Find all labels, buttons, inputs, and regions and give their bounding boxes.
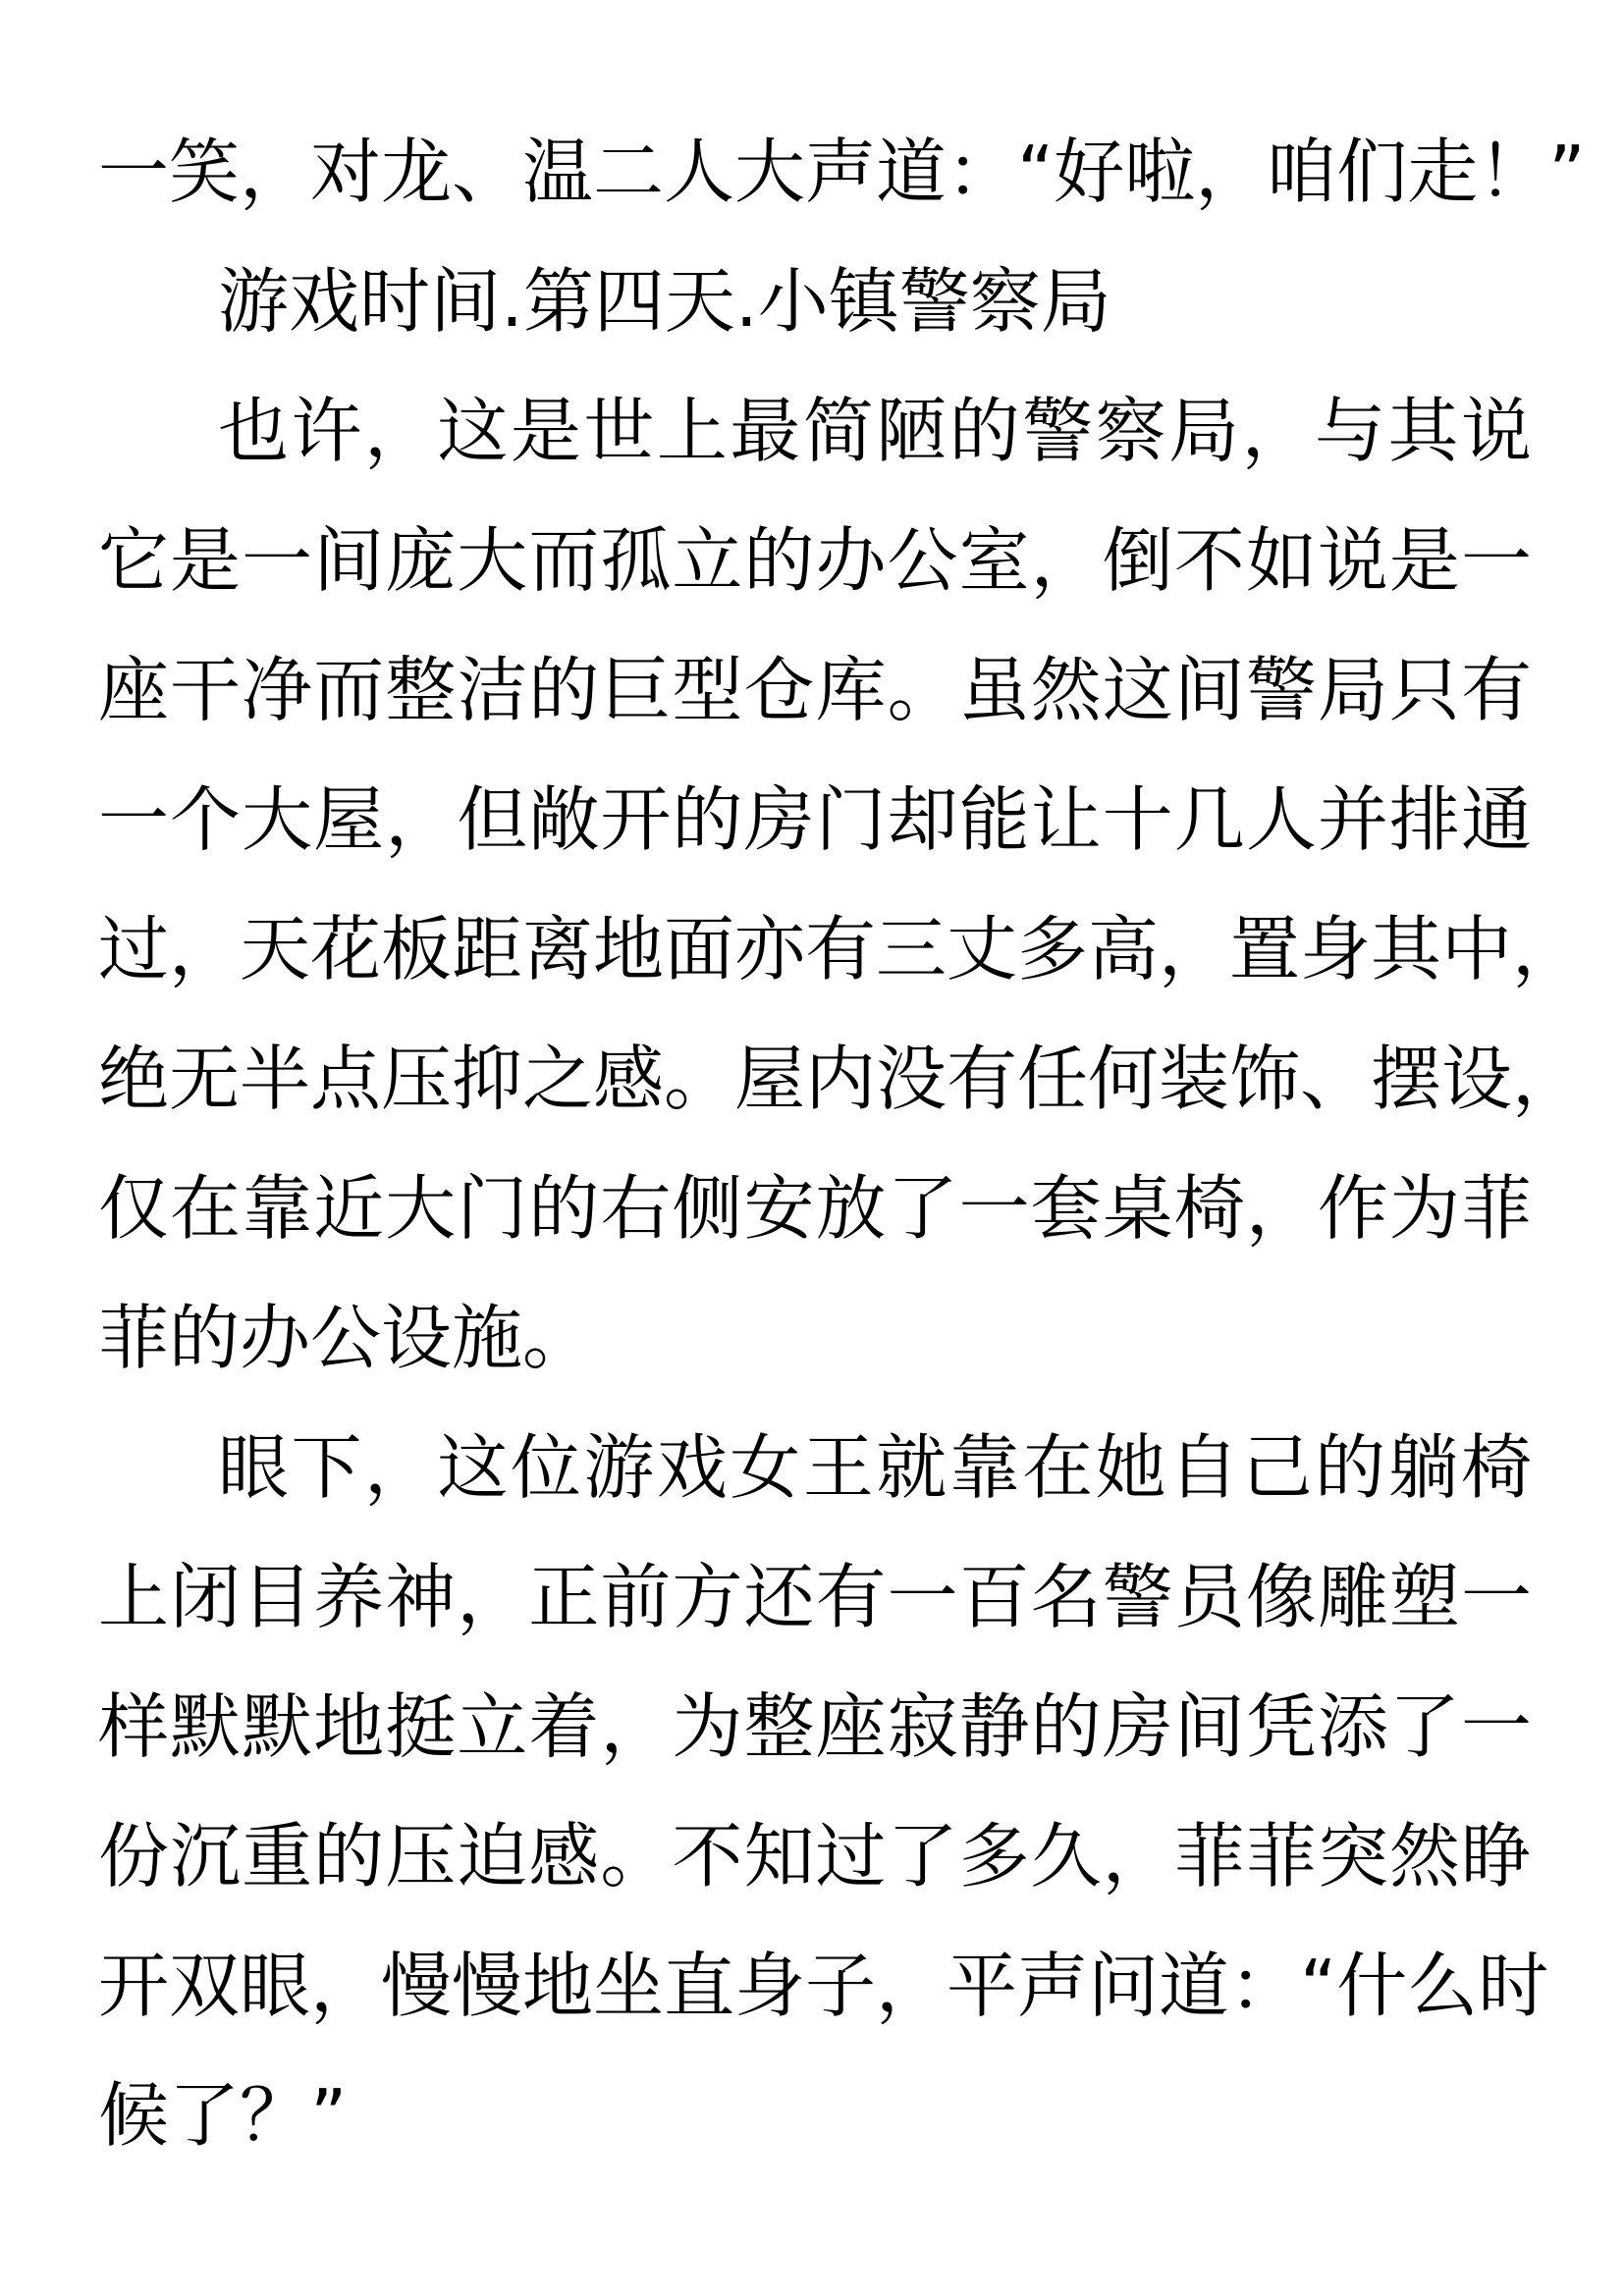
text-line: 仅在靠近大门的右侧安放了一套桌椅，作为菲: [98, 1167, 1532, 1250]
section-heading: 游戏时间.第四天.小镇警察局: [218, 260, 1111, 343]
text-line: 过，天花板距离地面亦有三丈多高，置身其中，: [98, 908, 1584, 990]
text-line: 一个大屋，但敞开的房门却能让十几人并排通: [98, 778, 1532, 861]
text-line: 眼下，这位游戏女王就靠在她自己的躺椅: [218, 1426, 1532, 1509]
text-line: 一笑，对龙、温二人大声道：“好啦，咱们走！”: [98, 131, 1586, 213]
text-line: 开双眼，慢慢地坐直身子，平声问道：“什么时: [98, 1945, 1549, 2027]
text-line: 它是一间庞大而孤立的办公室，倒不如说是一: [98, 519, 1532, 602]
text-line: 上闭目养神，正前方还有一百名警员像雕塑一: [98, 1556, 1532, 1638]
text-line: 座干净而整洁的巨型仓库。虽然这间警局只有: [98, 649, 1532, 731]
text-line: 也许，这是世上最简陋的警察局，与其说: [218, 390, 1532, 472]
text-line: 候了？”: [98, 2074, 348, 2157]
text-line: 份沉重的压迫感。不知过了多久，菲菲突然睁: [98, 1815, 1532, 1897]
text-line: 菲的办公设施。: [98, 1297, 594, 1379]
text-line: 绝无半点压抑之感。屋内没有任何装饰、摆设，: [98, 1038, 1584, 1120]
text-line: 样默默地挺立着，为整座寂静的房间凭添了一: [98, 1685, 1532, 1768]
